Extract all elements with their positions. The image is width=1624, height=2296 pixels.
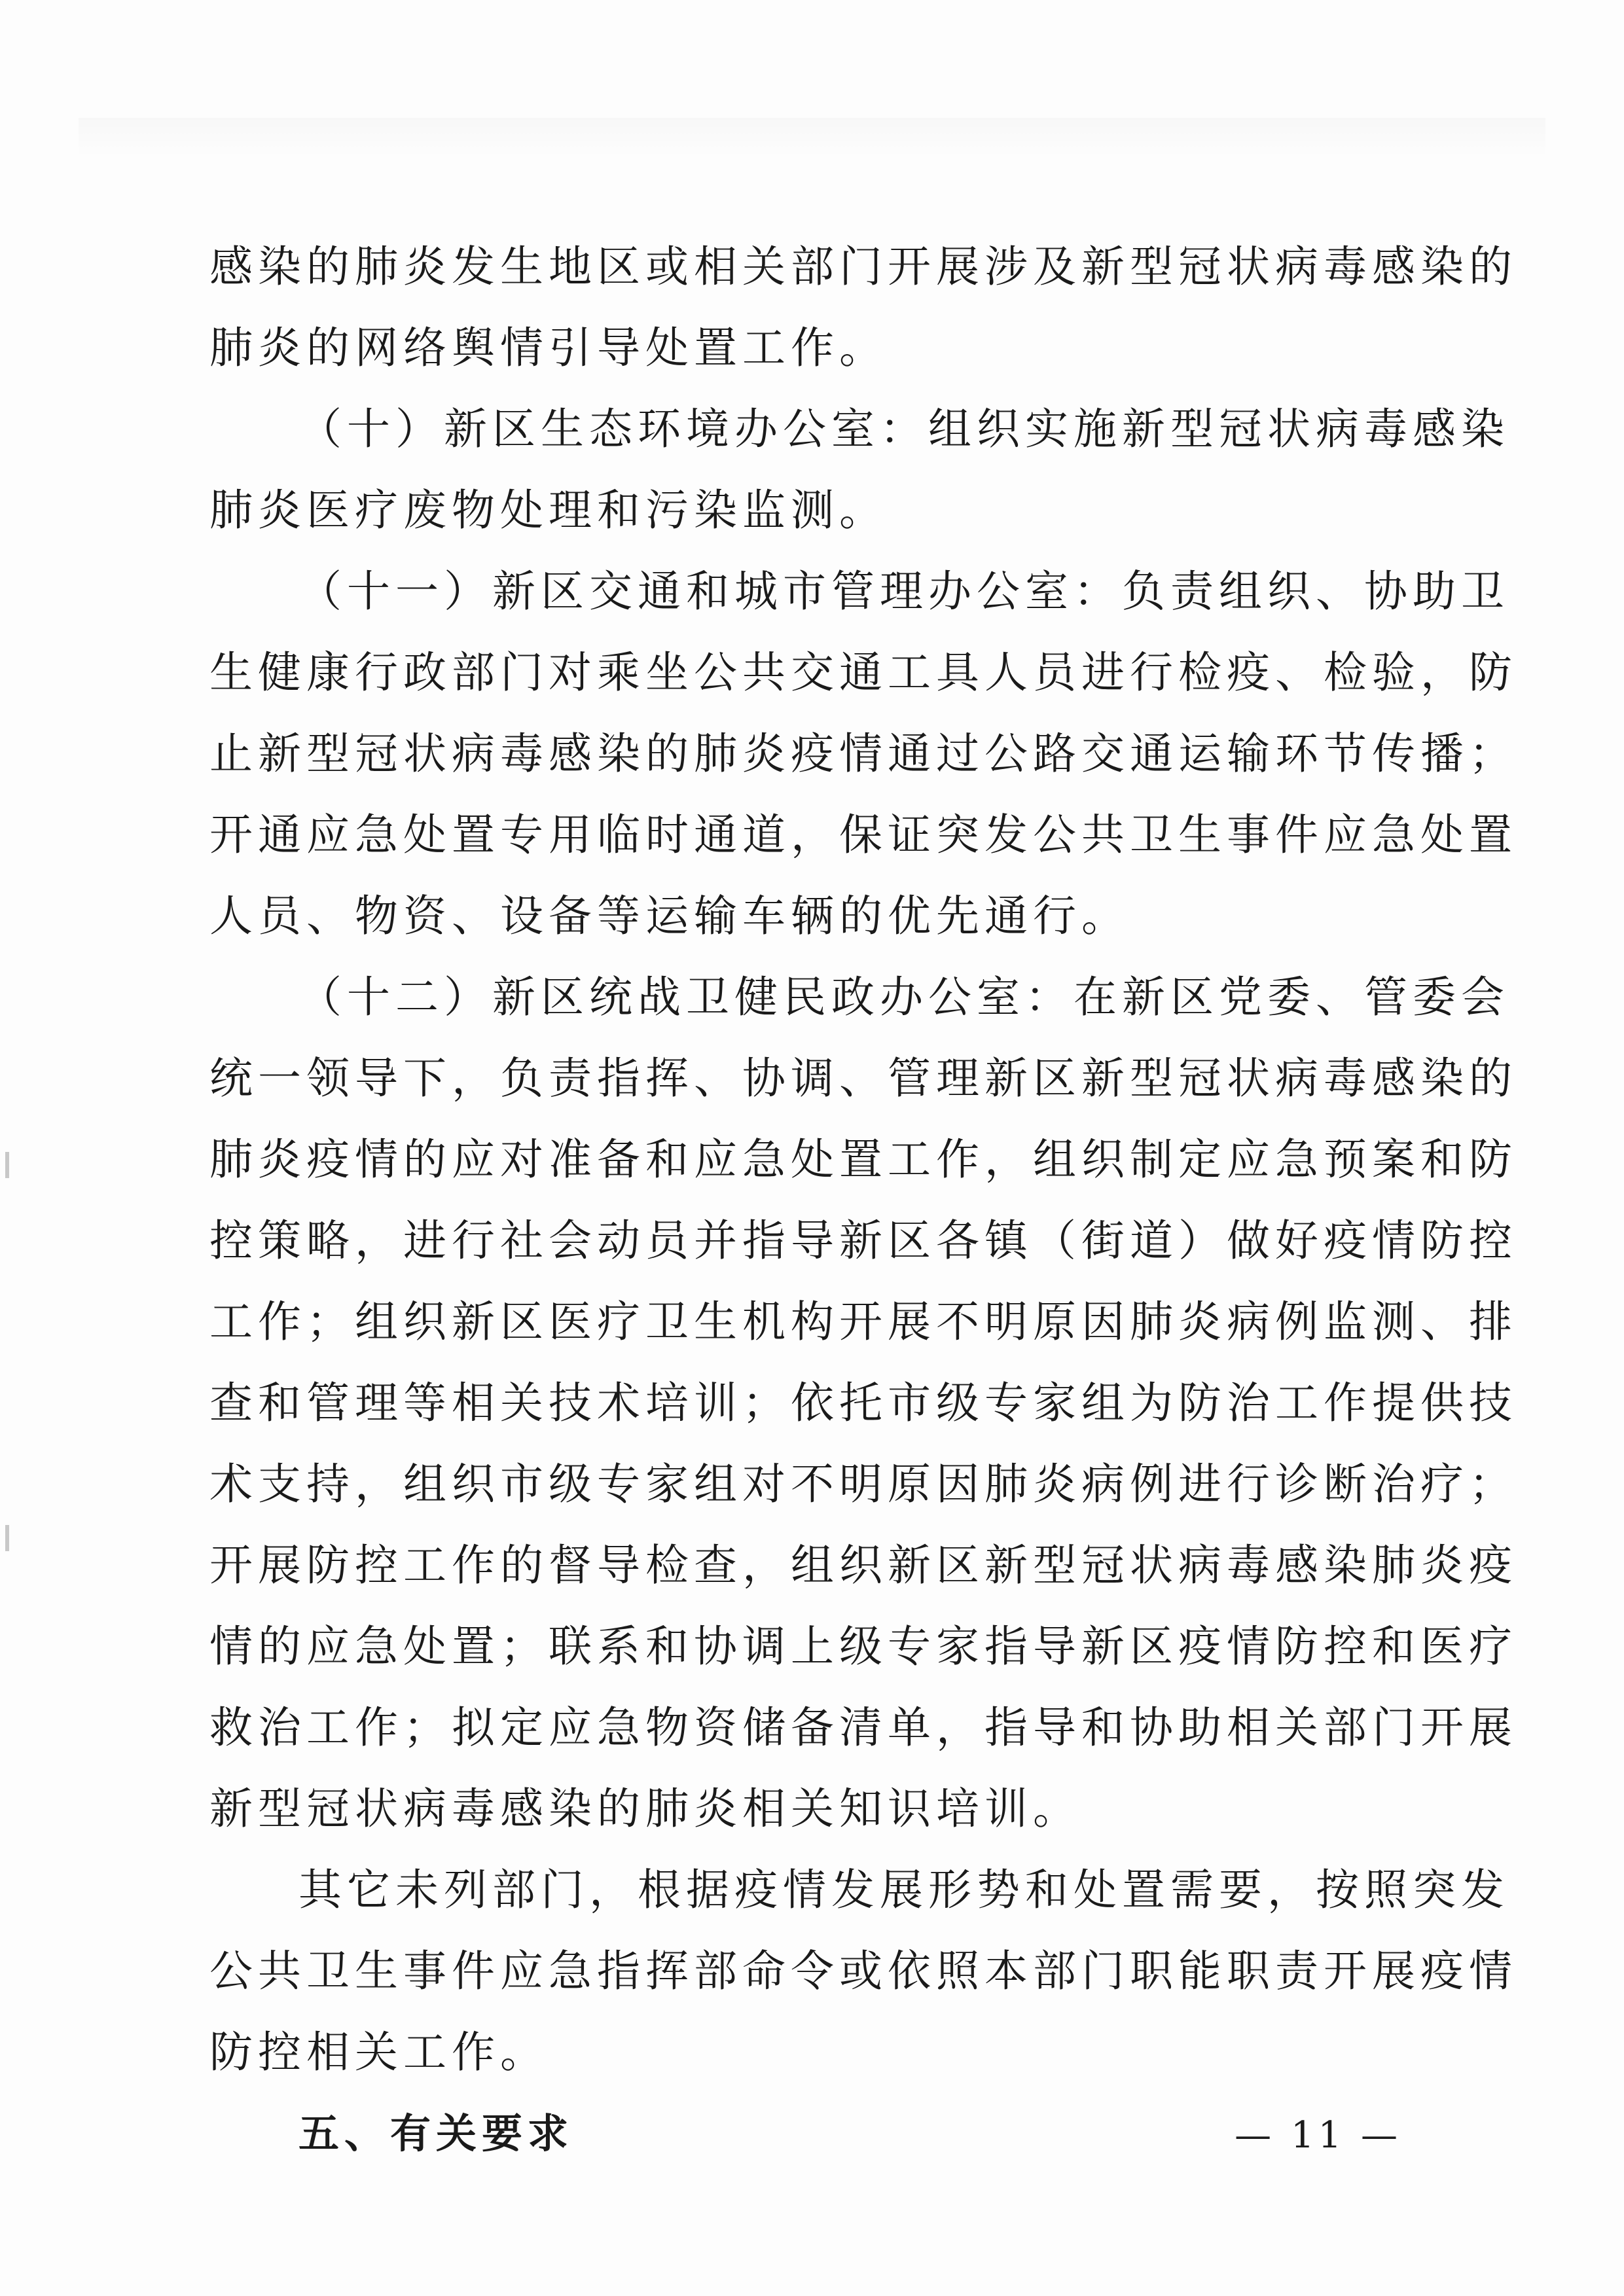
text-line: 术支持，组织市级专家组对不明原因肺炎病例进行诊断治疗； bbox=[209, 1459, 1517, 1509]
text-line: 人员、物资、设备等运输车辆的优先通行。 bbox=[209, 891, 1130, 941]
text-line: 防控相关工作。 bbox=[209, 2027, 549, 2077]
text-line: 新型冠状病毒感染的肺炎相关知识培训。 bbox=[209, 1784, 1081, 1834]
text-line: 救治工作；拟定应急物资储备清单，指导和协助相关部门开展 bbox=[209, 1702, 1517, 1753]
text-line: 生健康行政部门对乘坐公共交通工具人员进行检疫、检验，防 bbox=[209, 647, 1517, 698]
text-line: 开展防控工作的督导检查，组织新区新型冠状病毒感染肺炎疫 bbox=[209, 1540, 1517, 1590]
text-line: 控策略，进行社会动员并指导新区各镇（街道）做好疫情防控 bbox=[209, 1215, 1517, 1266]
paragraph-11-line: （十一）新区交通和城市管理办公室：负责组织、协助卫 bbox=[298, 566, 1509, 617]
paragraph-12-line: （十二）新区统战卫健民政办公室：在新区党委、管委会 bbox=[298, 972, 1509, 1022]
text-line: 肺炎的网络舆情引导处置工作。 bbox=[209, 323, 888, 373]
document-body bbox=[209, 226, 1517, 2174]
text-line: 止新型冠状病毒感染的肺炎疫情通过公路交通运输环节传播； bbox=[209, 728, 1517, 779]
text-line: 情的应急处置；联系和协调上级专家指导新区疫情防控和医疗 bbox=[209, 1621, 1517, 1672]
text-line: 工作；组织新区医疗卫生机构开展不明原因肺炎病例监测、排 bbox=[209, 1297, 1517, 1347]
text-line: 统一领导下，负责指挥、协调、管理新区新型冠状病毒感染的 bbox=[209, 1053, 1517, 1103]
text-line: 感染的肺炎发生地区或相关部门开展涉及新型冠状病毒感染的 bbox=[209, 242, 1517, 292]
page-number: — 11 — bbox=[1235, 2114, 1401, 2157]
text-line: 开通应急处置专用临时通道，保证突发公共卫生事件应急处置 bbox=[209, 810, 1517, 860]
section-heading: 五、有关要求 bbox=[298, 2109, 574, 2157]
paragraph-other-line: 其它未列部门，根据疫情发展形势和处置需要，按照突发 bbox=[298, 1865, 1509, 1915]
scan-shade bbox=[79, 118, 1545, 157]
binding-mark bbox=[5, 1152, 9, 1178]
text-line: 公共卫生事件应急指挥部命令或依照本部门职能职责开展疫情 bbox=[209, 1946, 1517, 1996]
text-line: 肺炎医疗废物处理和污染监测。 bbox=[209, 485, 888, 535]
binding-mark bbox=[5, 1525, 9, 1551]
text-line: 查和管理等相关技术培训；依托市级专家组为防治工作提供技 bbox=[209, 1378, 1517, 1428]
text-line: 肺炎疫情的应对准备和应急处置工作，组织制定应急预案和防 bbox=[209, 1134, 1517, 1185]
paragraph-10-line: （十）新区生态环境办公室：组织实施新型冠状病毒感染 bbox=[298, 404, 1509, 454]
